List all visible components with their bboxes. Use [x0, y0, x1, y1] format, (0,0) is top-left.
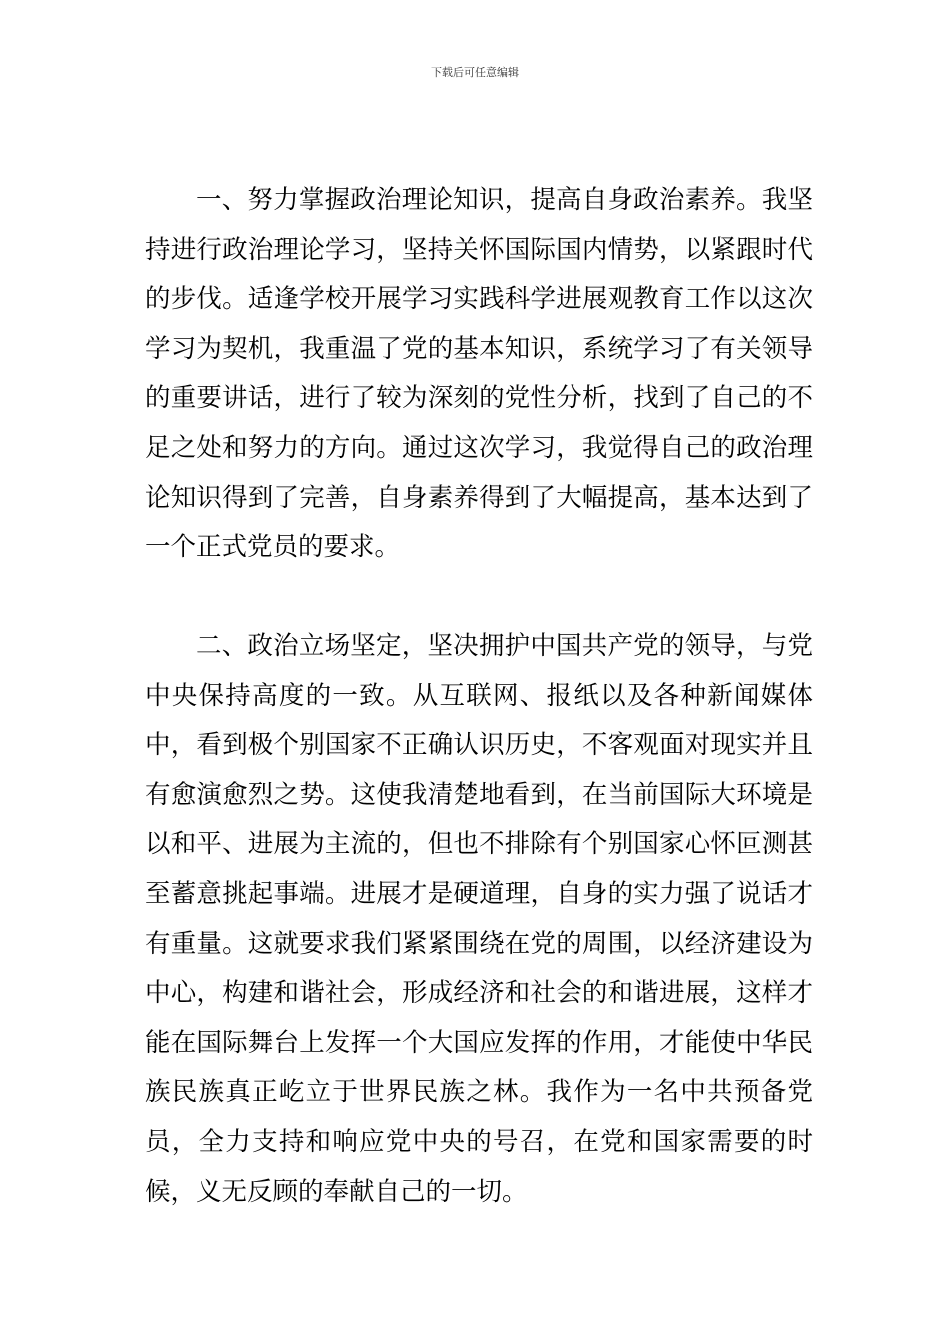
paragraph-1: 一、努力掌握政治理论知识，提高自身政治素养。我坚持进行政治理论学习，坚持关怀国际国内情势，以紧跟时代的步伐。适逢学校开展学习实践科学进展观教育工作以这次学习为契机，我重温了党的基本知识，系统学习了有关领导的重要讲话，进行了较为深刻的党性分析，找到了自己的不足之处和努力的方向。通过这次学习，我觉得自己的政治理论知识得到了完善，自身素养得到了大幅提高，基本达到了一个正式党员的要求。 — [145, 185, 813, 563]
paragraph-2: 二、政治立场坚定，坚决拥护中国共产党的领导，与党中央保持高度的一致。从互联网、报纸以及各种新闻媒体中，看到极个别国家不正确认识历史，不客观面对现实并且有愈演愈烈之势。这使我清楚地看到，在当前国际大环境是以和平、进展为主流的，但也不排除有个别国家心怀叵测甚至蓄意挑起事端。进展才是硬道理，自身的实力强了说话才有重量。这就要求我们紧紧围绕在党的周围，以经济建设为中心，构建和谐社会，形成经济和社会的和谐进展，这样才能在国际舞台上发挥一个大国应发挥的作用，才能使中华民族民族真正屹立于世界民族之林。我作为一名中共预备党员，全力支持和响应党中央的号召，在党和国家需要的时候，义无反顾的奉献自己的一切。 — [145, 631, 813, 1207]
page-header: 下载后可任意编辑 — [431, 66, 519, 79]
